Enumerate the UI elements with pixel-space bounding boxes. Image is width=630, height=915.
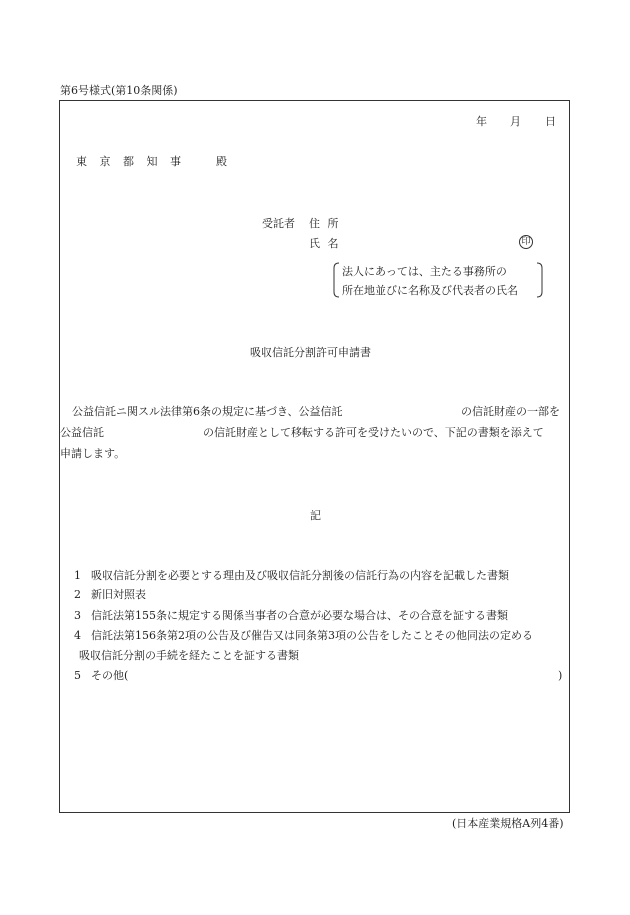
corporate-note-line1: 法人にあっては、主たる事務所の <box>342 265 507 278</box>
date-day-label: 日 <box>545 115 556 128</box>
date-year-label: 年 <box>476 115 487 128</box>
form-number: 第6号様式(第10条関係) <box>60 84 178 97</box>
item-close-paren: ) <box>558 669 563 682</box>
body-line1-a: 公益信託ニ関スル法律第6条の規定に基づき、公益信託 <box>72 405 343 418</box>
addressee-honorific: 殿 <box>216 155 227 168</box>
body-line3: 申請します。 <box>60 447 126 460</box>
item-text: 新旧対照表 <box>91 588 146 601</box>
item-number: 2 <box>74 588 81 601</box>
item-text: 吸収信託分割を必要とする理由及び吸収信託分割後の信託行為の内容を記載した書類 <box>91 569 509 582</box>
item-number: 5 <box>74 669 81 682</box>
body-line1-b: の信託財産の一部を <box>461 405 560 418</box>
applicant-role: 受託者 <box>262 217 295 230</box>
body-line2-b: の信託財産として移転する許可を受けたいので、下記の書類を添えて <box>203 426 544 439</box>
document-title: 吸収信託分割許可申請書 <box>250 346 371 359</box>
ki-heading: 記 <box>310 509 321 522</box>
item-text-continued: 吸収信託分割の手続を経たことを証する書類 <box>79 649 299 662</box>
item-number: 4 <box>74 629 81 642</box>
address-label: 住 所 <box>309 217 339 230</box>
item-number: 1 <box>74 569 81 582</box>
item-text: 信託法第156条第2項の公告及び催告又は同条第3項の公告をしたことその他同法の定める <box>91 629 533 642</box>
item-text: その他( <box>91 669 129 682</box>
date-month-label: 月 <box>510 115 521 128</box>
name-label: 氏 名 <box>309 237 339 250</box>
item-text: 信託法第155条に規定する関係当事者の合意が必要な場合は、その合意を証する書類 <box>91 609 508 622</box>
item-number: 3 <box>74 609 81 622</box>
body-line2-a: 公益信託 <box>60 426 104 439</box>
paper-size-note: (日本産業規格A列4番) <box>452 817 564 830</box>
corporate-note-line2: 所在地並びに名称及び代表者の氏名 <box>342 284 518 297</box>
seal-mark: 印 <box>519 235 533 249</box>
form-frame <box>59 100 570 813</box>
addressee-name: 東 京 都 知 事 <box>76 155 181 168</box>
